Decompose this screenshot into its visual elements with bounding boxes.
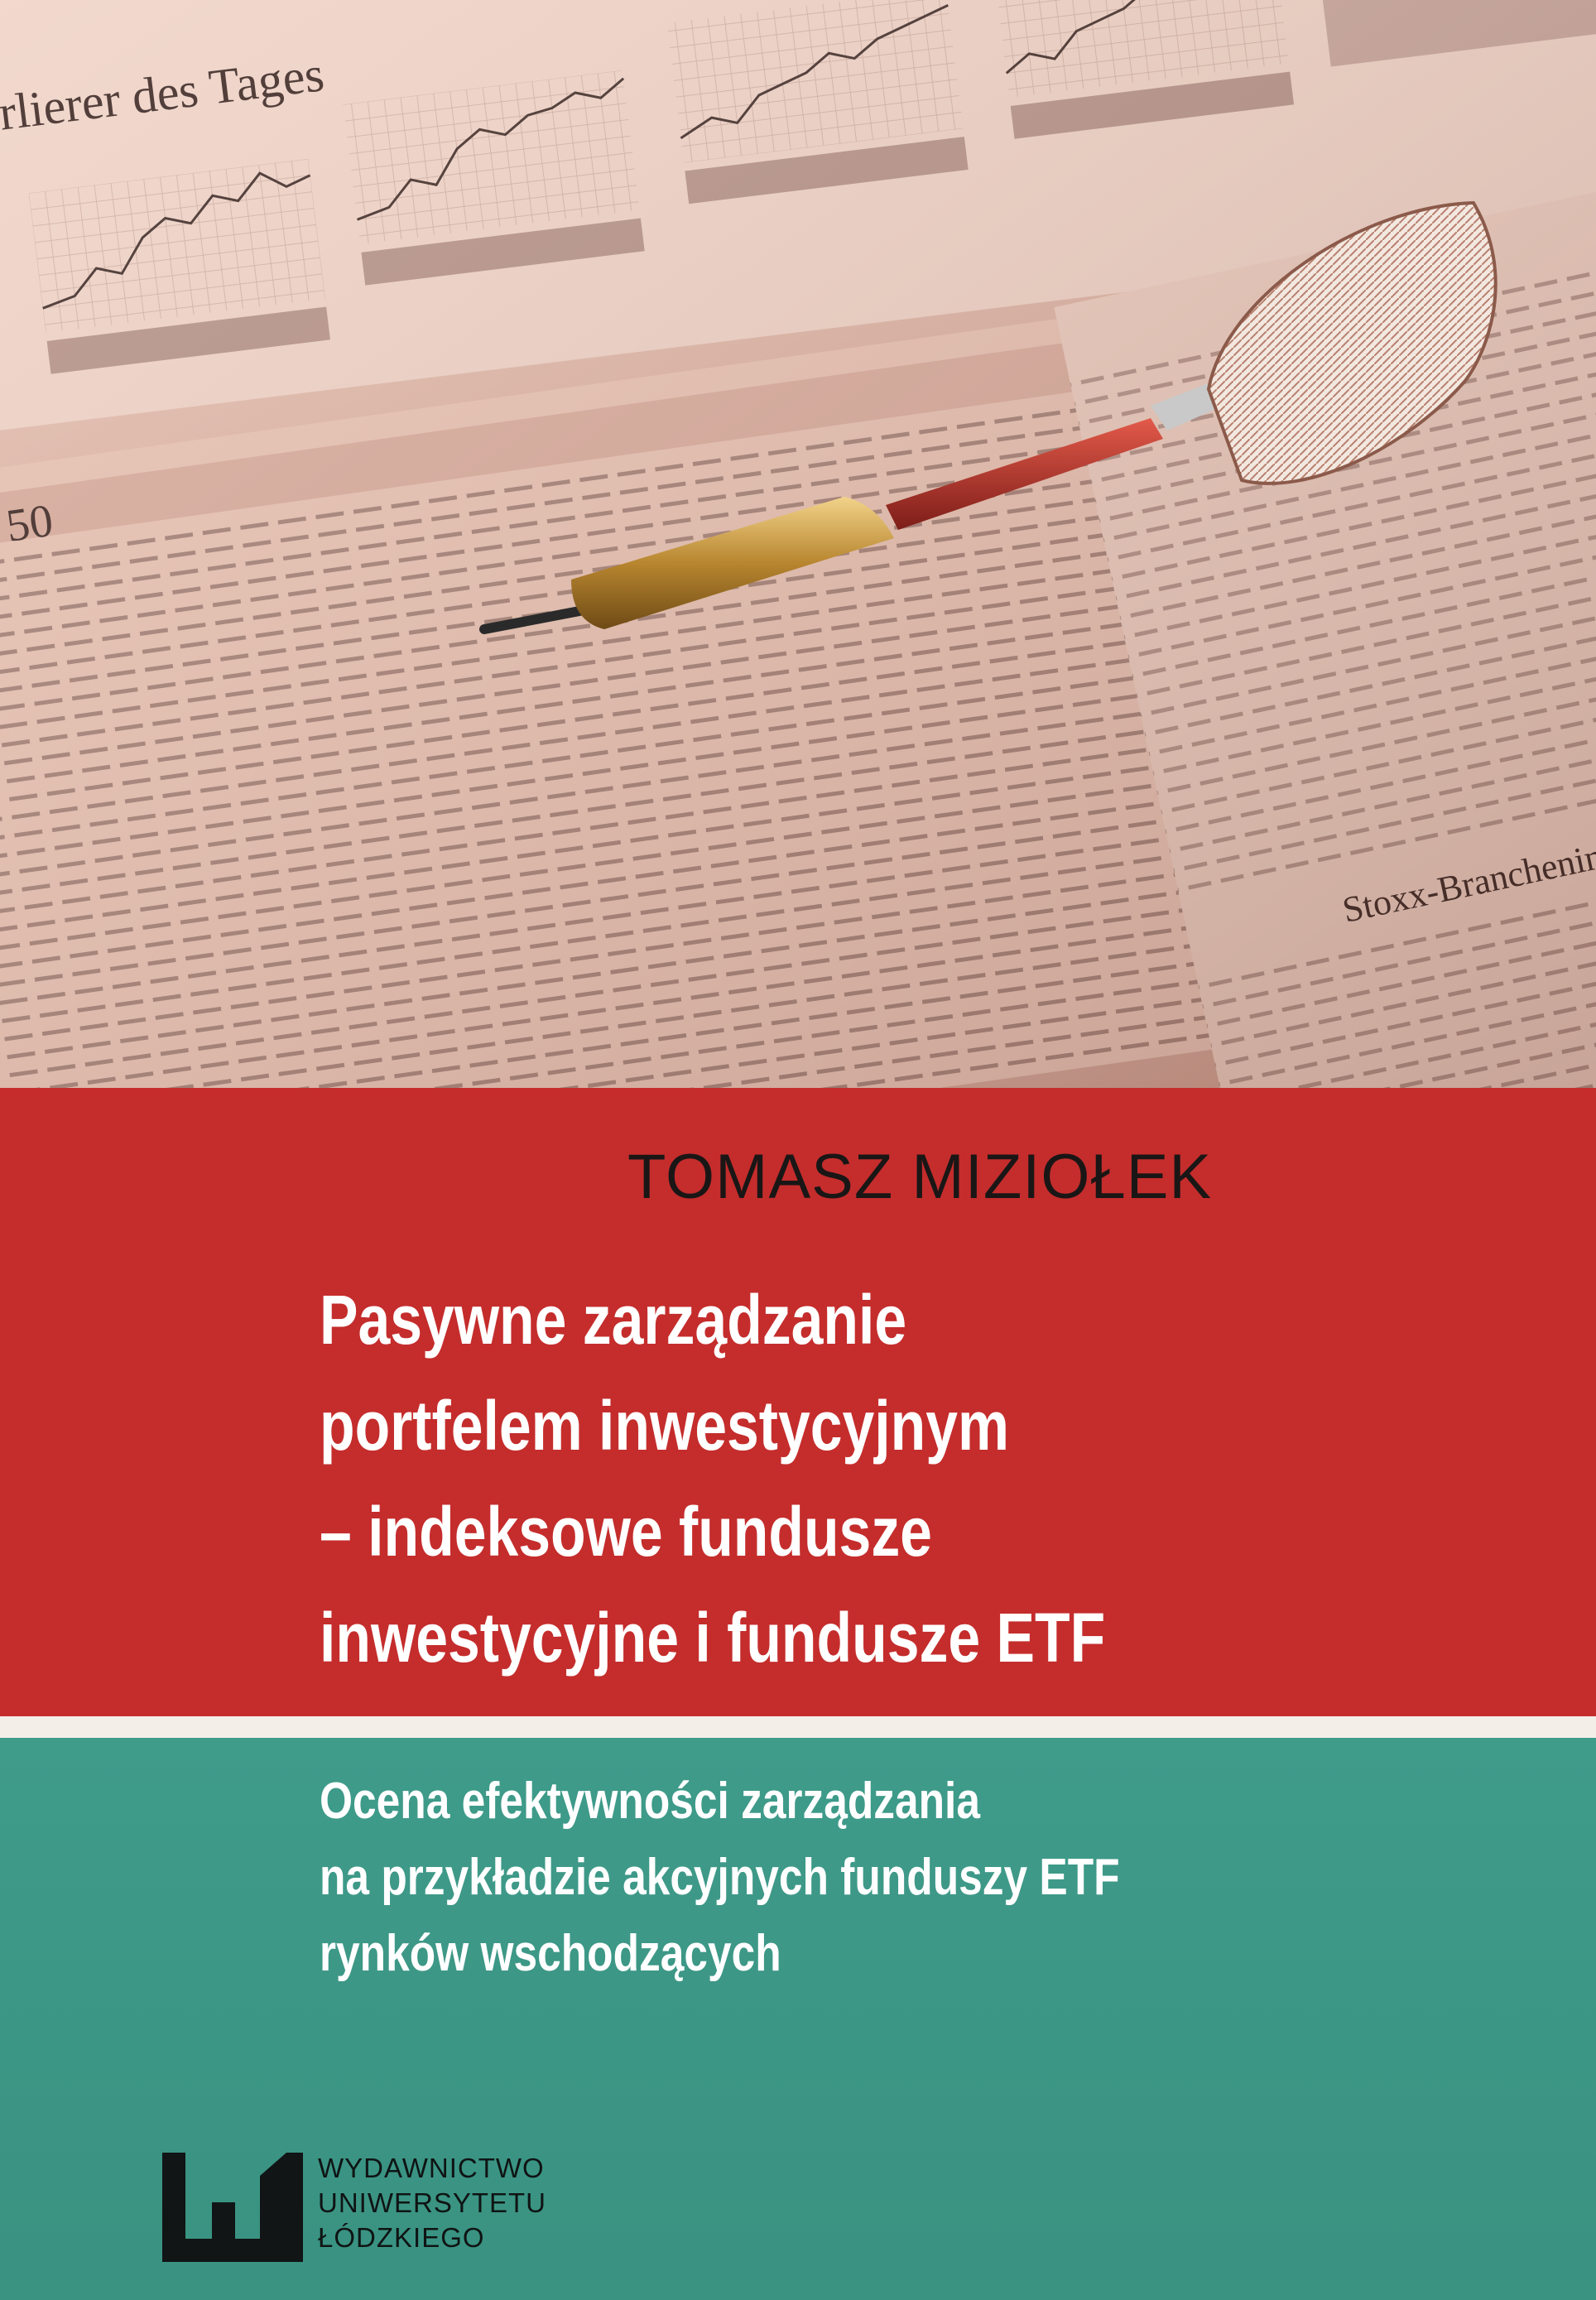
title-line: – indeksowe fundusze: [320, 1493, 932, 1571]
title-line: inwestycyjne i fundusze ETF: [320, 1599, 1106, 1677]
subtitle-line: Ocena efektywności zarządzania: [320, 1773, 980, 1830]
publisher-logo-icon: [162, 2153, 303, 2262]
band-separator: [0, 1716, 1596, 1738]
subtitle-line: na przykładzie akcyjnych funduszy ETF: [320, 1849, 1120, 1906]
title-line: Pasywne zarządzanie: [320, 1281, 907, 1359]
author-name: TOMASZ MIZIOŁEK: [627, 1142, 1213, 1212]
publisher-line: UNIWERSYTETU: [318, 2187, 546, 2218]
publisher-name: [318, 2151, 546, 2255]
newspaper-illustration: [0, 0, 1596, 1088]
subtitle-line: rynków wschodzących: [320, 1925, 781, 1982]
publisher-line: WYDAWNICTWO: [318, 2153, 545, 2183]
book-title: [320, 1267, 1281, 1691]
publisher-line: ŁÓDZKIEGO: [318, 2222, 485, 2253]
title-line: portfelem inwestycyjnym: [320, 1387, 1010, 1465]
book-subtitle: [320, 1763, 1281, 1992]
cover-photo-financial-newspaper-with-dart: [0, 0, 1596, 1088]
